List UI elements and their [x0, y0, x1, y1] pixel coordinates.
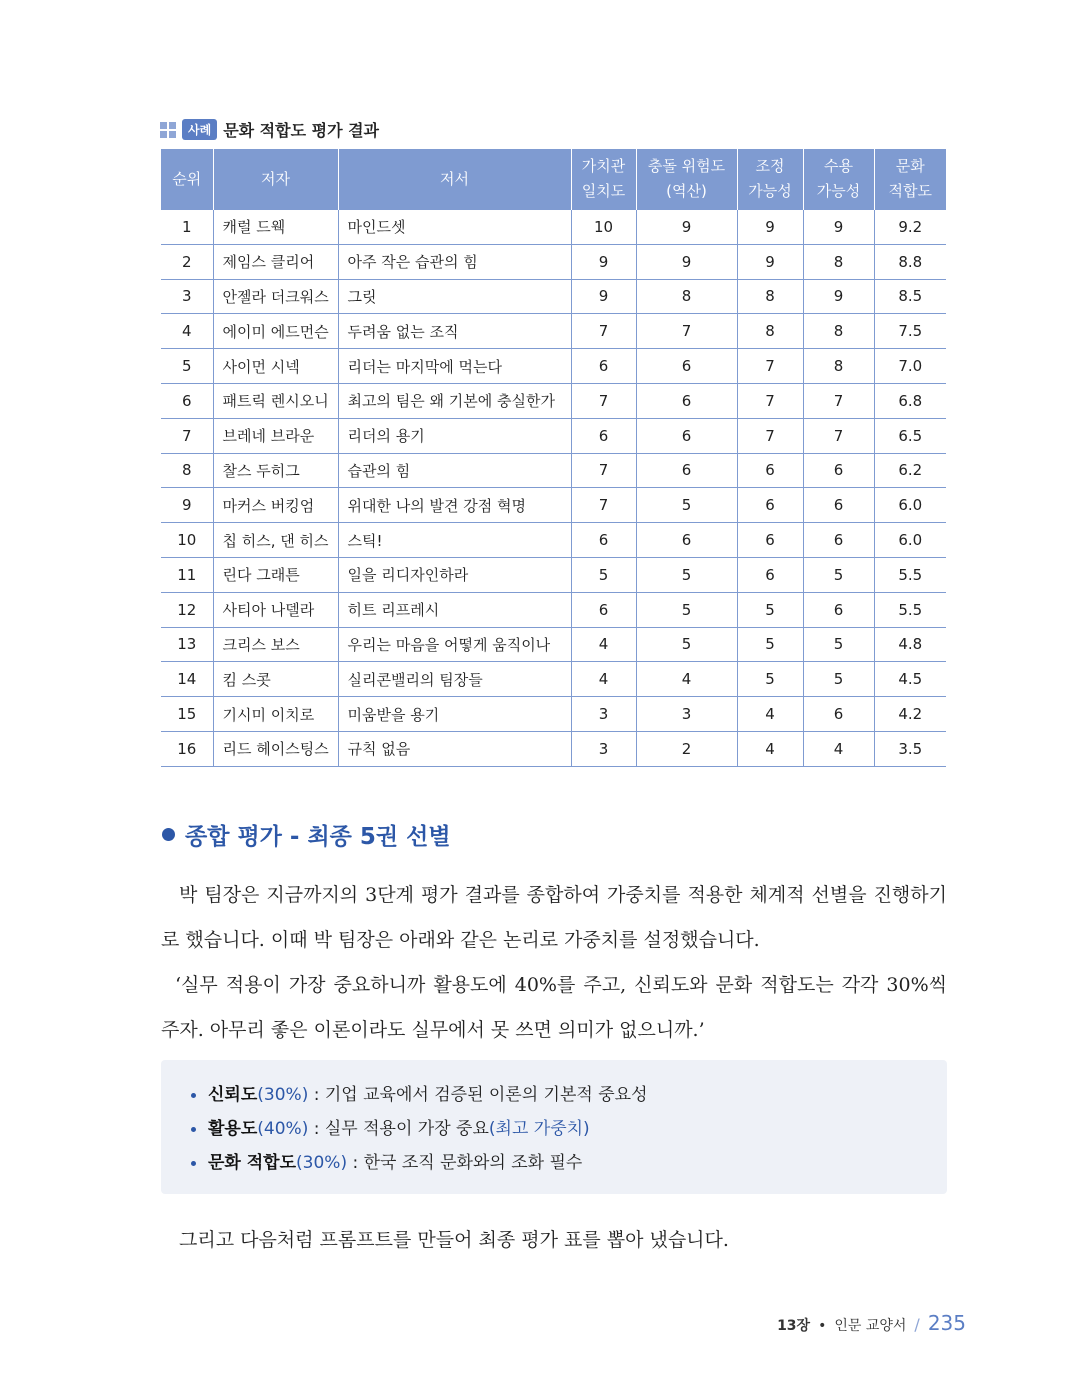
- table-cell: 8: [803, 314, 874, 349]
- header-text: 수용: [824, 157, 853, 175]
- table-row: [161, 627, 946, 662]
- table-header-cell: [803, 149, 874, 210]
- bullet-icon: [191, 1127, 196, 1132]
- paragraph-3: 그리고 다음처럼 프롬프트를 만들어 최종 평가 표를 뽑아 냈습니다.: [179, 1229, 729, 1251]
- table-cell: 5: [803, 662, 874, 697]
- table-cell: 우리는 마음을 어떻게 움직이나: [338, 627, 571, 662]
- table-cell: 2: [161, 244, 213, 279]
- table-cell: 9: [803, 210, 874, 245]
- table-cell: 11: [161, 557, 213, 592]
- table-cell: 7: [737, 349, 803, 384]
- table-cell: 8: [636, 279, 737, 314]
- table-cell: 5.5: [874, 557, 946, 592]
- table-cell: 6: [161, 383, 213, 418]
- table-cell: 4: [803, 731, 874, 766]
- table-row: [161, 662, 946, 697]
- table-cell: 4: [161, 314, 213, 349]
- bullet-icon: [191, 1093, 196, 1098]
- table-cell: 5: [161, 349, 213, 384]
- table-cell: 6: [636, 523, 737, 558]
- culture-fit-table: [161, 149, 946, 767]
- table-cell: 4: [636, 662, 737, 697]
- table-cell: 6: [571, 349, 636, 384]
- table-cell: 5: [737, 627, 803, 662]
- table-cell: 12: [161, 592, 213, 627]
- table-cell: 3: [636, 697, 737, 732]
- weight-pct: (30%): [296, 1153, 348, 1173]
- table-cell: 6: [571, 523, 636, 558]
- bullet-icon: [191, 1161, 196, 1166]
- table-cell: 5: [737, 592, 803, 627]
- table-cell: 6: [571, 592, 636, 627]
- table-cell: 4: [571, 662, 636, 697]
- table-cell: 9: [803, 279, 874, 314]
- table-cell: 안젤라 더크워스: [213, 279, 338, 314]
- table-cell: 6: [737, 557, 803, 592]
- case-tag: 사례: [182, 119, 217, 140]
- table-cell: 7: [571, 488, 636, 523]
- table-cell: 캐럴 드웩: [213, 210, 338, 245]
- table-cell: 6.8: [874, 383, 946, 418]
- header-text: 저서: [440, 169, 469, 188]
- table-cell: 9: [636, 244, 737, 279]
- table-header-cell: [338, 149, 571, 210]
- table-cell: 5: [636, 627, 737, 662]
- table-cell: 7.5: [874, 314, 946, 349]
- header-text: 가치관: [581, 157, 626, 175]
- weight-desc: : 기업 교육에서 검증된 이론의 기본적 중요성: [313, 1085, 648, 1105]
- table-cell: 8.8: [874, 244, 946, 279]
- weight-desc: : 실무 적용이 가장 중요: [313, 1119, 489, 1139]
- table-cell: 15: [161, 697, 213, 732]
- weight-desc: : 한국 조직 문화와의 조화 필수: [352, 1153, 583, 1173]
- grid-icon: [160, 122, 176, 138]
- table-cell: 8: [737, 314, 803, 349]
- table-cell: 5: [636, 488, 737, 523]
- table-cell: 사이먼 시넥: [213, 349, 338, 384]
- table-cell: 9.2: [874, 210, 946, 245]
- page-number: 235: [927, 1311, 966, 1335]
- weight-item-usability: [191, 1112, 947, 1146]
- header-text: (역산): [666, 182, 707, 200]
- table-cell: 9: [636, 210, 737, 245]
- table-row: [161, 453, 946, 488]
- table-cell: 스틱!: [338, 523, 571, 558]
- table-cell: 사티아 나델라: [213, 592, 338, 627]
- table-header-cell: [636, 149, 737, 210]
- caption-title: 문화 적합도 평가 결과: [223, 121, 380, 140]
- table-cell: 리더는 마지막에 먹는다: [338, 349, 571, 384]
- header-text: 가능성: [748, 182, 792, 200]
- table-cell: 9: [571, 244, 636, 279]
- table-cell: 6: [803, 488, 874, 523]
- table-cell: 5: [571, 557, 636, 592]
- table-cell: 6.2: [874, 453, 946, 488]
- table-cell: 8.5: [874, 279, 946, 314]
- section-heading: [162, 818, 451, 851]
- table-cell: 5.5: [874, 592, 946, 627]
- table-header-cell: [213, 149, 338, 210]
- table-row: [161, 314, 946, 349]
- table-cell: 두려움 없는 조직: [338, 314, 571, 349]
- table-cell: 4: [737, 697, 803, 732]
- table-cell: 6: [737, 488, 803, 523]
- table-cell: 10: [571, 210, 636, 245]
- table-cell: 6: [803, 697, 874, 732]
- header-text: 순위: [172, 169, 202, 188]
- table-cell: 4.5: [874, 662, 946, 697]
- footer-bullet: •: [818, 1318, 827, 1334]
- book-label: 인문 교양서: [834, 1318, 907, 1334]
- table-cell: 8: [737, 279, 803, 314]
- table-cell: 5: [737, 662, 803, 697]
- table-row: [161, 523, 946, 558]
- table-cell: 6: [636, 349, 737, 384]
- table-cell: 7: [636, 314, 737, 349]
- table-cell: 아주 작은 습관의 힘: [338, 244, 571, 279]
- table-cell: 8: [803, 244, 874, 279]
- table-cell: 6: [803, 453, 874, 488]
- table-cell: 6: [737, 453, 803, 488]
- table-cell: 9: [571, 279, 636, 314]
- weight-pct: (30%): [257, 1085, 309, 1105]
- table-cell: 6: [737, 523, 803, 558]
- table-cell: 13: [161, 627, 213, 662]
- table-cell: 9: [161, 488, 213, 523]
- table-cell: 패트릭 렌시오니: [213, 383, 338, 418]
- table-row: [161, 244, 946, 279]
- table-cell: 6.0: [874, 488, 946, 523]
- table-cell: 3: [161, 279, 213, 314]
- table-cell: 7: [571, 453, 636, 488]
- table-cell: 3: [571, 697, 636, 732]
- table-row: [161, 418, 946, 453]
- table-cell: 4.2: [874, 697, 946, 732]
- header-text: 조정: [755, 157, 785, 175]
- table-cell: 7: [803, 418, 874, 453]
- table-cell: 3.5: [874, 731, 946, 766]
- table-cell: 7: [737, 418, 803, 453]
- table-cell: 마인드셋: [338, 210, 571, 245]
- table-header-row: [161, 149, 946, 210]
- table-cell: 7: [803, 383, 874, 418]
- table-row: [161, 488, 946, 523]
- table-row: [161, 557, 946, 592]
- table-header-cell: [161, 149, 213, 210]
- table-cell: 킴 스콧: [213, 662, 338, 697]
- header-text: 가능성: [816, 182, 861, 200]
- table-cell: 히트 리프레시: [338, 592, 571, 627]
- table-cell: 규칙 없음: [338, 731, 571, 766]
- table-cell: 10: [161, 523, 213, 558]
- table-cell: 6: [571, 418, 636, 453]
- table-cell: 4: [571, 627, 636, 662]
- table-cell: 4.8: [874, 627, 946, 662]
- table-cell: 6: [636, 453, 737, 488]
- table-cell: 9: [737, 210, 803, 245]
- table-cell: 1: [161, 210, 213, 245]
- table-header-cell: [874, 149, 946, 210]
- table-cell: 리더의 용기: [338, 418, 571, 453]
- table-cell: 6.0: [874, 523, 946, 558]
- table-cell: 제임스 클리어: [213, 244, 338, 279]
- table-cell: 5: [803, 627, 874, 662]
- table-row: [161, 349, 946, 384]
- page-footer: [777, 1311, 966, 1335]
- table-cell: 기시미 이치로: [213, 697, 338, 732]
- table-cell: 그릿: [338, 279, 571, 314]
- table-cell: 린다 그래튼: [213, 557, 338, 592]
- table-cell: 에이미 에드먼슨: [213, 314, 338, 349]
- header-text: 저자: [261, 169, 290, 188]
- table-cell: 6: [803, 523, 874, 558]
- table-cell: 브레네 브라운: [213, 418, 338, 453]
- table-header-cell: [571, 149, 636, 210]
- table-cell: 7: [571, 383, 636, 418]
- table-cell: 7: [737, 383, 803, 418]
- table-cell: 5: [636, 592, 737, 627]
- paragraph-1: 박 팀장은 지금까지의 3단계 평가 결과를 종합하여 가중치를 적용한 체계적 선별을 진행하기로 했습니다. 이때 박 팀장은 아래와 같은 논리로 가중치를 설정했습니다.: [161, 884, 947, 951]
- table-cell: 마커스 버킹엄: [213, 488, 338, 523]
- table-cell: 9: [737, 244, 803, 279]
- header-text: 적합도: [888, 182, 932, 200]
- table-row: [161, 697, 946, 732]
- table-row: [161, 210, 946, 245]
- weight-item-reliability: [191, 1078, 947, 1112]
- table-cell: 6: [803, 592, 874, 627]
- table-cell: 8: [803, 349, 874, 384]
- table-header-cell: [737, 149, 803, 210]
- table-cell: 습관의 힘: [338, 453, 571, 488]
- bullet-dot-icon: [162, 828, 175, 841]
- table-cell: 4: [737, 731, 803, 766]
- table-cell: 7.0: [874, 349, 946, 384]
- header-text: 일치도: [581, 182, 626, 200]
- weight-pct: (40%): [257, 1119, 309, 1139]
- table-cell: 6: [636, 383, 737, 418]
- weight-term: 신뢰도: [208, 1085, 258, 1105]
- chapter-label: 13장: [777, 1318, 811, 1334]
- table-cell: 찰스 두히그: [213, 453, 338, 488]
- table-cell: 칩 히스, 댄 히스: [213, 523, 338, 558]
- table-cell: 6: [636, 418, 737, 453]
- weight-item-culture-fit: [191, 1146, 947, 1180]
- table-cell: 7: [161, 418, 213, 453]
- weights-box: [161, 1060, 947, 1194]
- table-cell: 14: [161, 662, 213, 697]
- table-cell: 8: [161, 453, 213, 488]
- table-cell: 5: [803, 557, 874, 592]
- table-cell: 위대한 나의 발견 강점 혁명: [338, 488, 571, 523]
- table-cell: 16: [161, 731, 213, 766]
- table-cell: 3: [571, 731, 636, 766]
- table-row: [161, 383, 946, 418]
- header-text: 충돌 위험도: [647, 157, 726, 175]
- table-caption: [160, 118, 379, 141]
- section-title: 종합 평가 - 최종 5권 선별: [185, 824, 451, 850]
- header-text: 문화: [895, 157, 925, 175]
- table-cell: 6.5: [874, 418, 946, 453]
- table-cell: 일을 리디자인하라: [338, 557, 571, 592]
- table-row: [161, 731, 946, 766]
- table-cell: 크리스 보스: [213, 627, 338, 662]
- table-cell: 5: [636, 557, 737, 592]
- paragraph-2: ‘실무 적용이 가장 중요하니까 활용도에 40%를 주고, 신뢰도와 문화 적합도는 각각 30%씩 주자. 아무리 좋은 이론이라도 실무에서 못 쓰면 의미가 없으니까.’: [161, 974, 947, 1041]
- table-cell: 미움받을 용기: [338, 697, 571, 732]
- table-row: [161, 592, 946, 627]
- table-cell: 실리콘밸리의 팀장들: [338, 662, 571, 697]
- table-cell: 7: [571, 314, 636, 349]
- table-row: [161, 279, 946, 314]
- footer-separator: /: [914, 1315, 920, 1334]
- table-cell: 최고의 팀은 왜 기본에 충실한가: [338, 383, 571, 418]
- weight-highlight: (최고 가중치): [488, 1119, 590, 1139]
- weight-term: 문화 적합도: [208, 1153, 297, 1173]
- table-cell: 리드 헤이스팅스: [213, 731, 338, 766]
- table-cell: 2: [636, 731, 737, 766]
- weight-term: 활용도: [208, 1119, 258, 1139]
